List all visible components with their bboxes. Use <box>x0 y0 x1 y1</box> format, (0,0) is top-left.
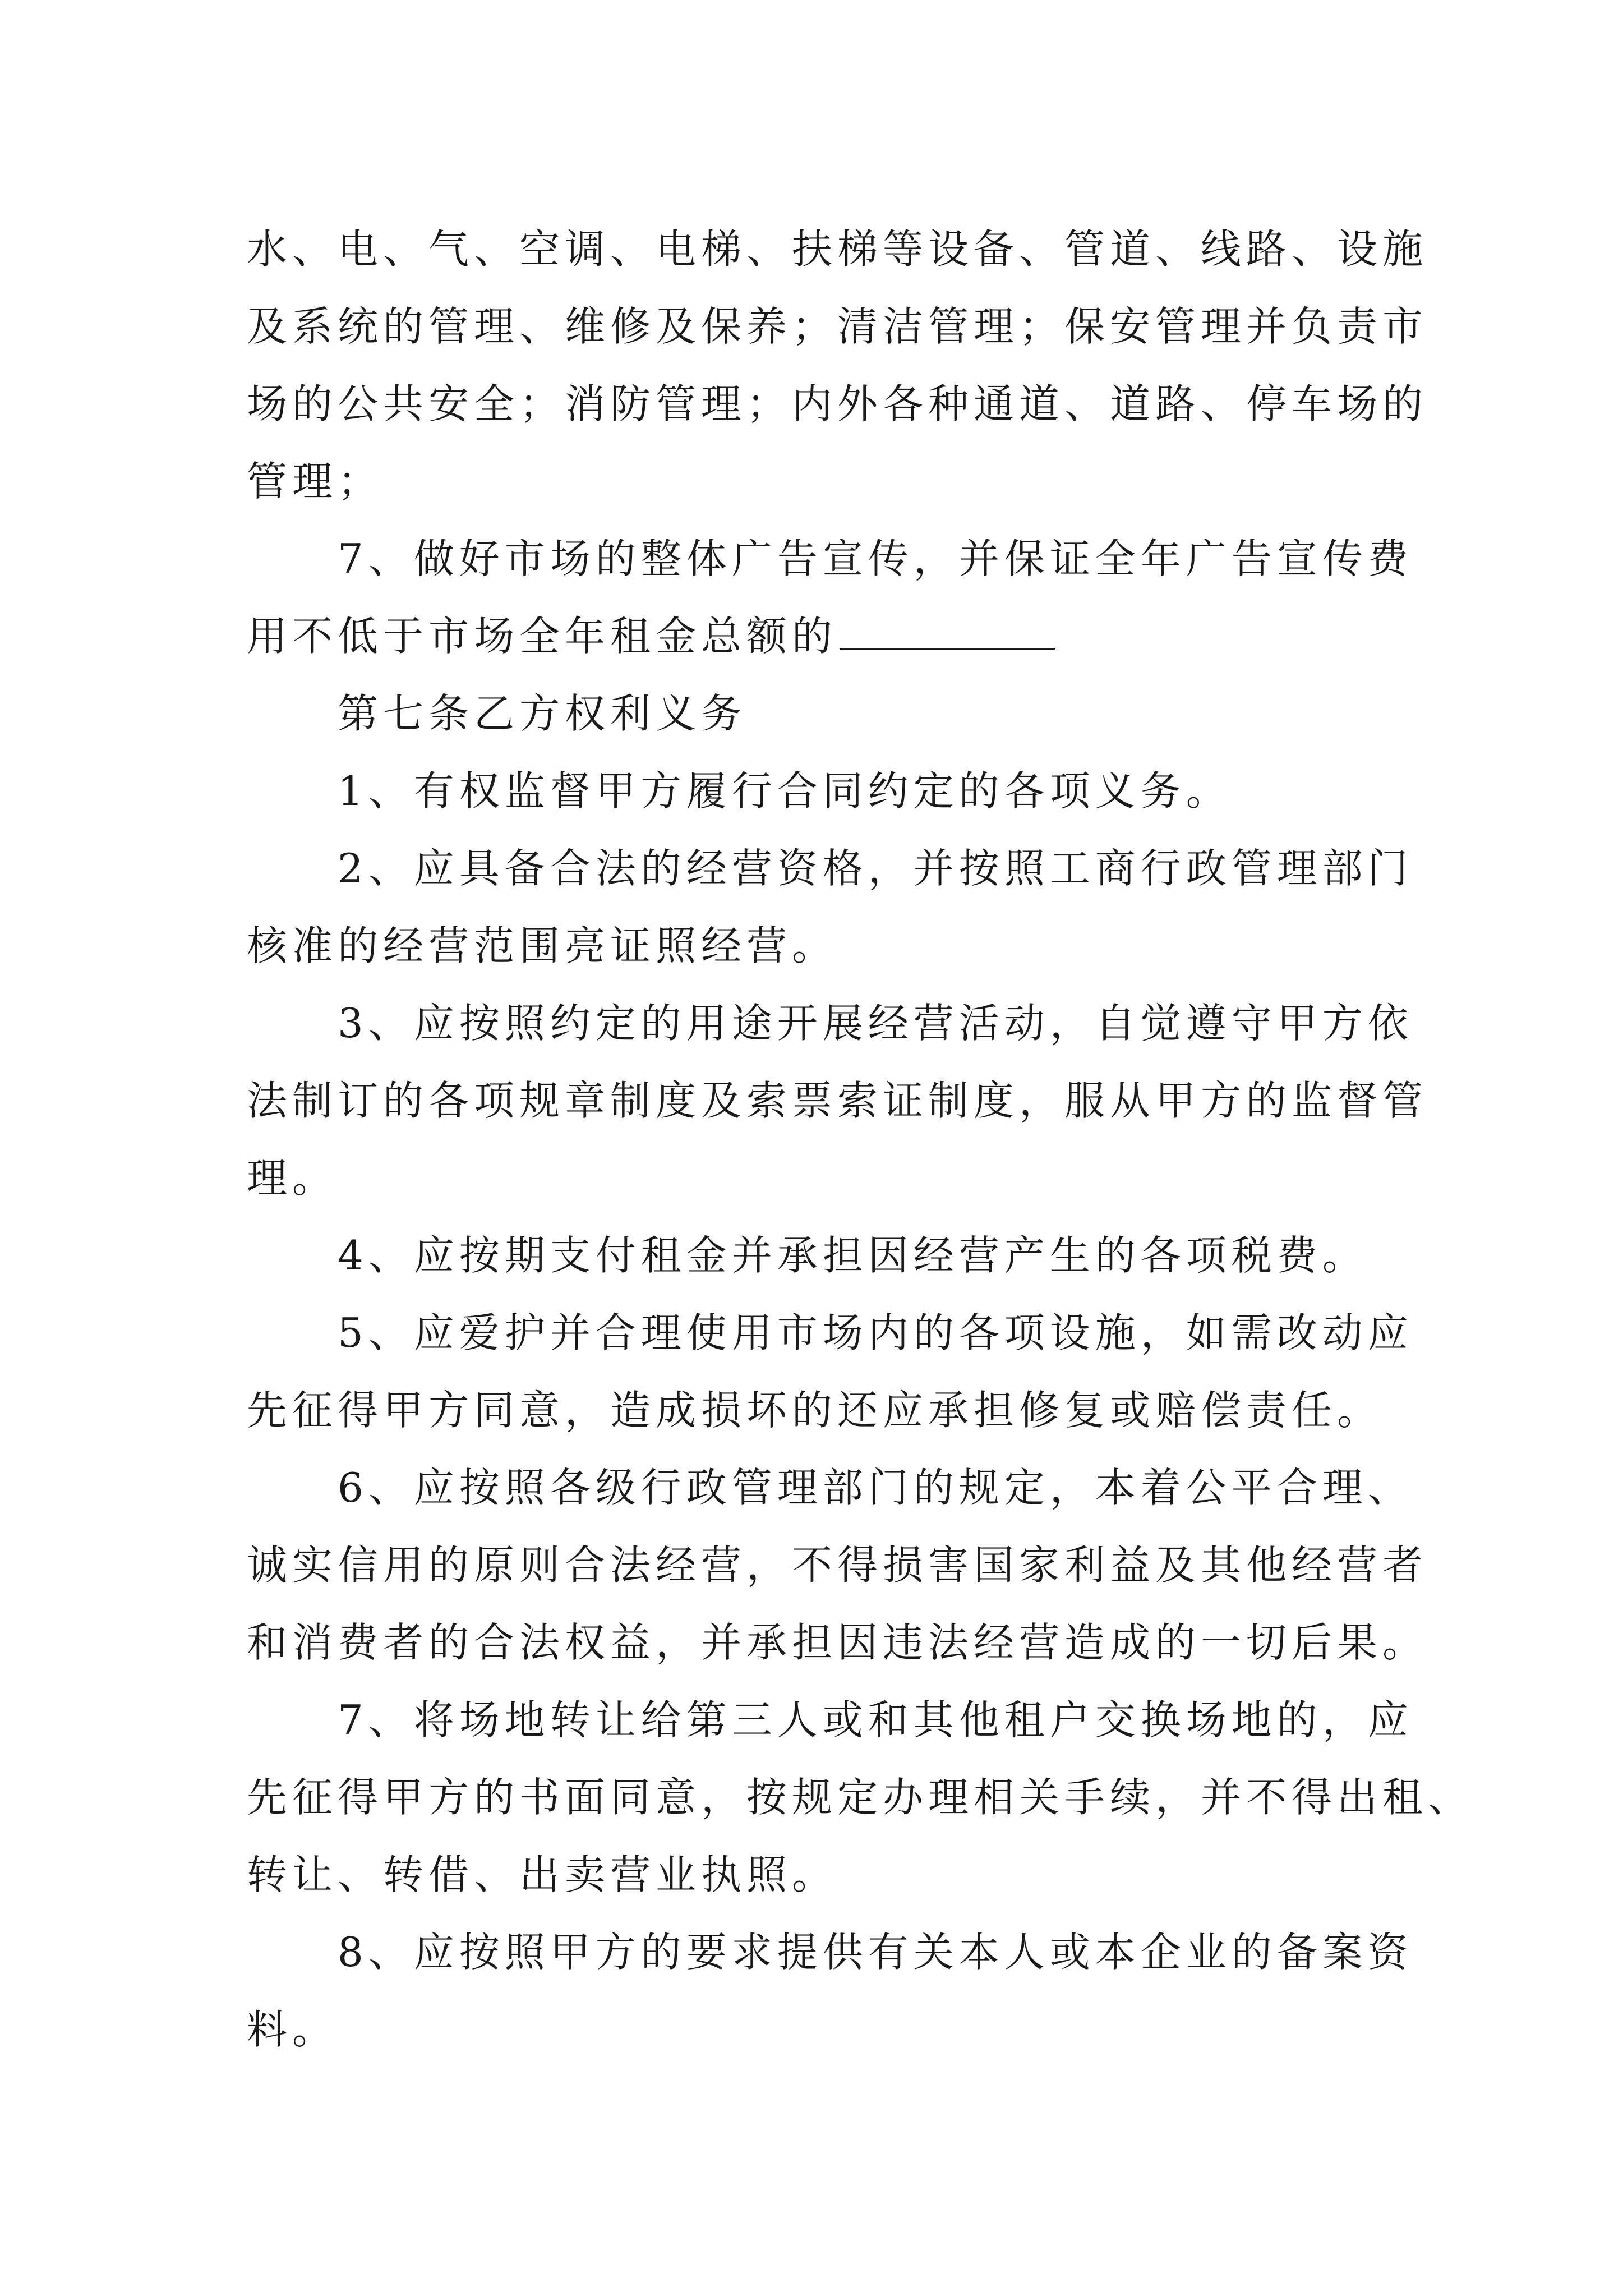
text-line: 4、应按期支付租金并承担因经营产生的各项税费。 <box>338 1232 1368 1279</box>
section-heading: 第七条乙方权利义务 <box>338 690 747 737</box>
text-line: 8、应按照甲方的要求提供有关本人或本企业的备案资 <box>338 1929 1413 1976</box>
text-line: 7、将场地转让给第三人或和其他租户交换场地的，应 <box>338 1696 1413 1743</box>
text-line: 水、电、气、空调、电梯、扶梯等设备、管道、线路、设施 <box>247 226 1428 273</box>
text-line-with-blank <box>247 597 1391 675</box>
text-line: 管理； <box>247 458 384 505</box>
text-line: 理。 <box>247 1154 338 1202</box>
text-line: 先征得甲方的书面同意，按规定办理相关手续，并不得出租、 <box>247 1774 1474 1821</box>
text-line: 3、应按照约定的用途开展经营活动，自觉遵守甲方依 <box>338 1000 1413 1047</box>
text-line: 7、做好市场的整体广告宣传，并保证全年广告宣传费 <box>338 535 1413 582</box>
fill-in-blank <box>840 609 1055 650</box>
text-line: 5、应爱护并合理使用市场内的各项设施，如需改动应 <box>338 1309 1413 1356</box>
text-line: 场的公共安全；消防管理；内外各种通道、道路、停车场的 <box>247 380 1428 427</box>
text-line: 6、应按照各级行政管理部门的规定，本着公平合理、 <box>338 1464 1413 1511</box>
text-line: 用不低于市场全年租金总额的 <box>247 613 838 660</box>
text-line: 先征得甲方同意，造成损坏的还应承担修复或赔偿责任。 <box>247 1387 1383 1434</box>
text-line: 2、应具备合法的经营资格，并按照工商行政管理部门 <box>338 845 1413 892</box>
text-line: 核准的经营范围亮证照经营。 <box>247 922 838 969</box>
text-line: 诚实信用的原则合法经营，不得损害国家利益及其他经营者 <box>247 1542 1428 1589</box>
text-line: 转让、转借、出卖营业执照。 <box>247 1851 838 1898</box>
text-line: 法制订的各项规章制度及索票索证制度，服从甲方的监督管 <box>247 1077 1428 1124</box>
text-line: 1、有权监督甲方履行合同约定的各项义务。 <box>338 767 1232 815</box>
document-body <box>247 210 1474 2068</box>
text-line: 及系统的管理、维修及保养；清洁管理；保安管理并负责市 <box>247 303 1428 350</box>
text-line: 和消费者的合法权益，并承担因违法经营造成的一切后果。 <box>247 1619 1428 1666</box>
text-line: 料。 <box>247 2006 338 2053</box>
